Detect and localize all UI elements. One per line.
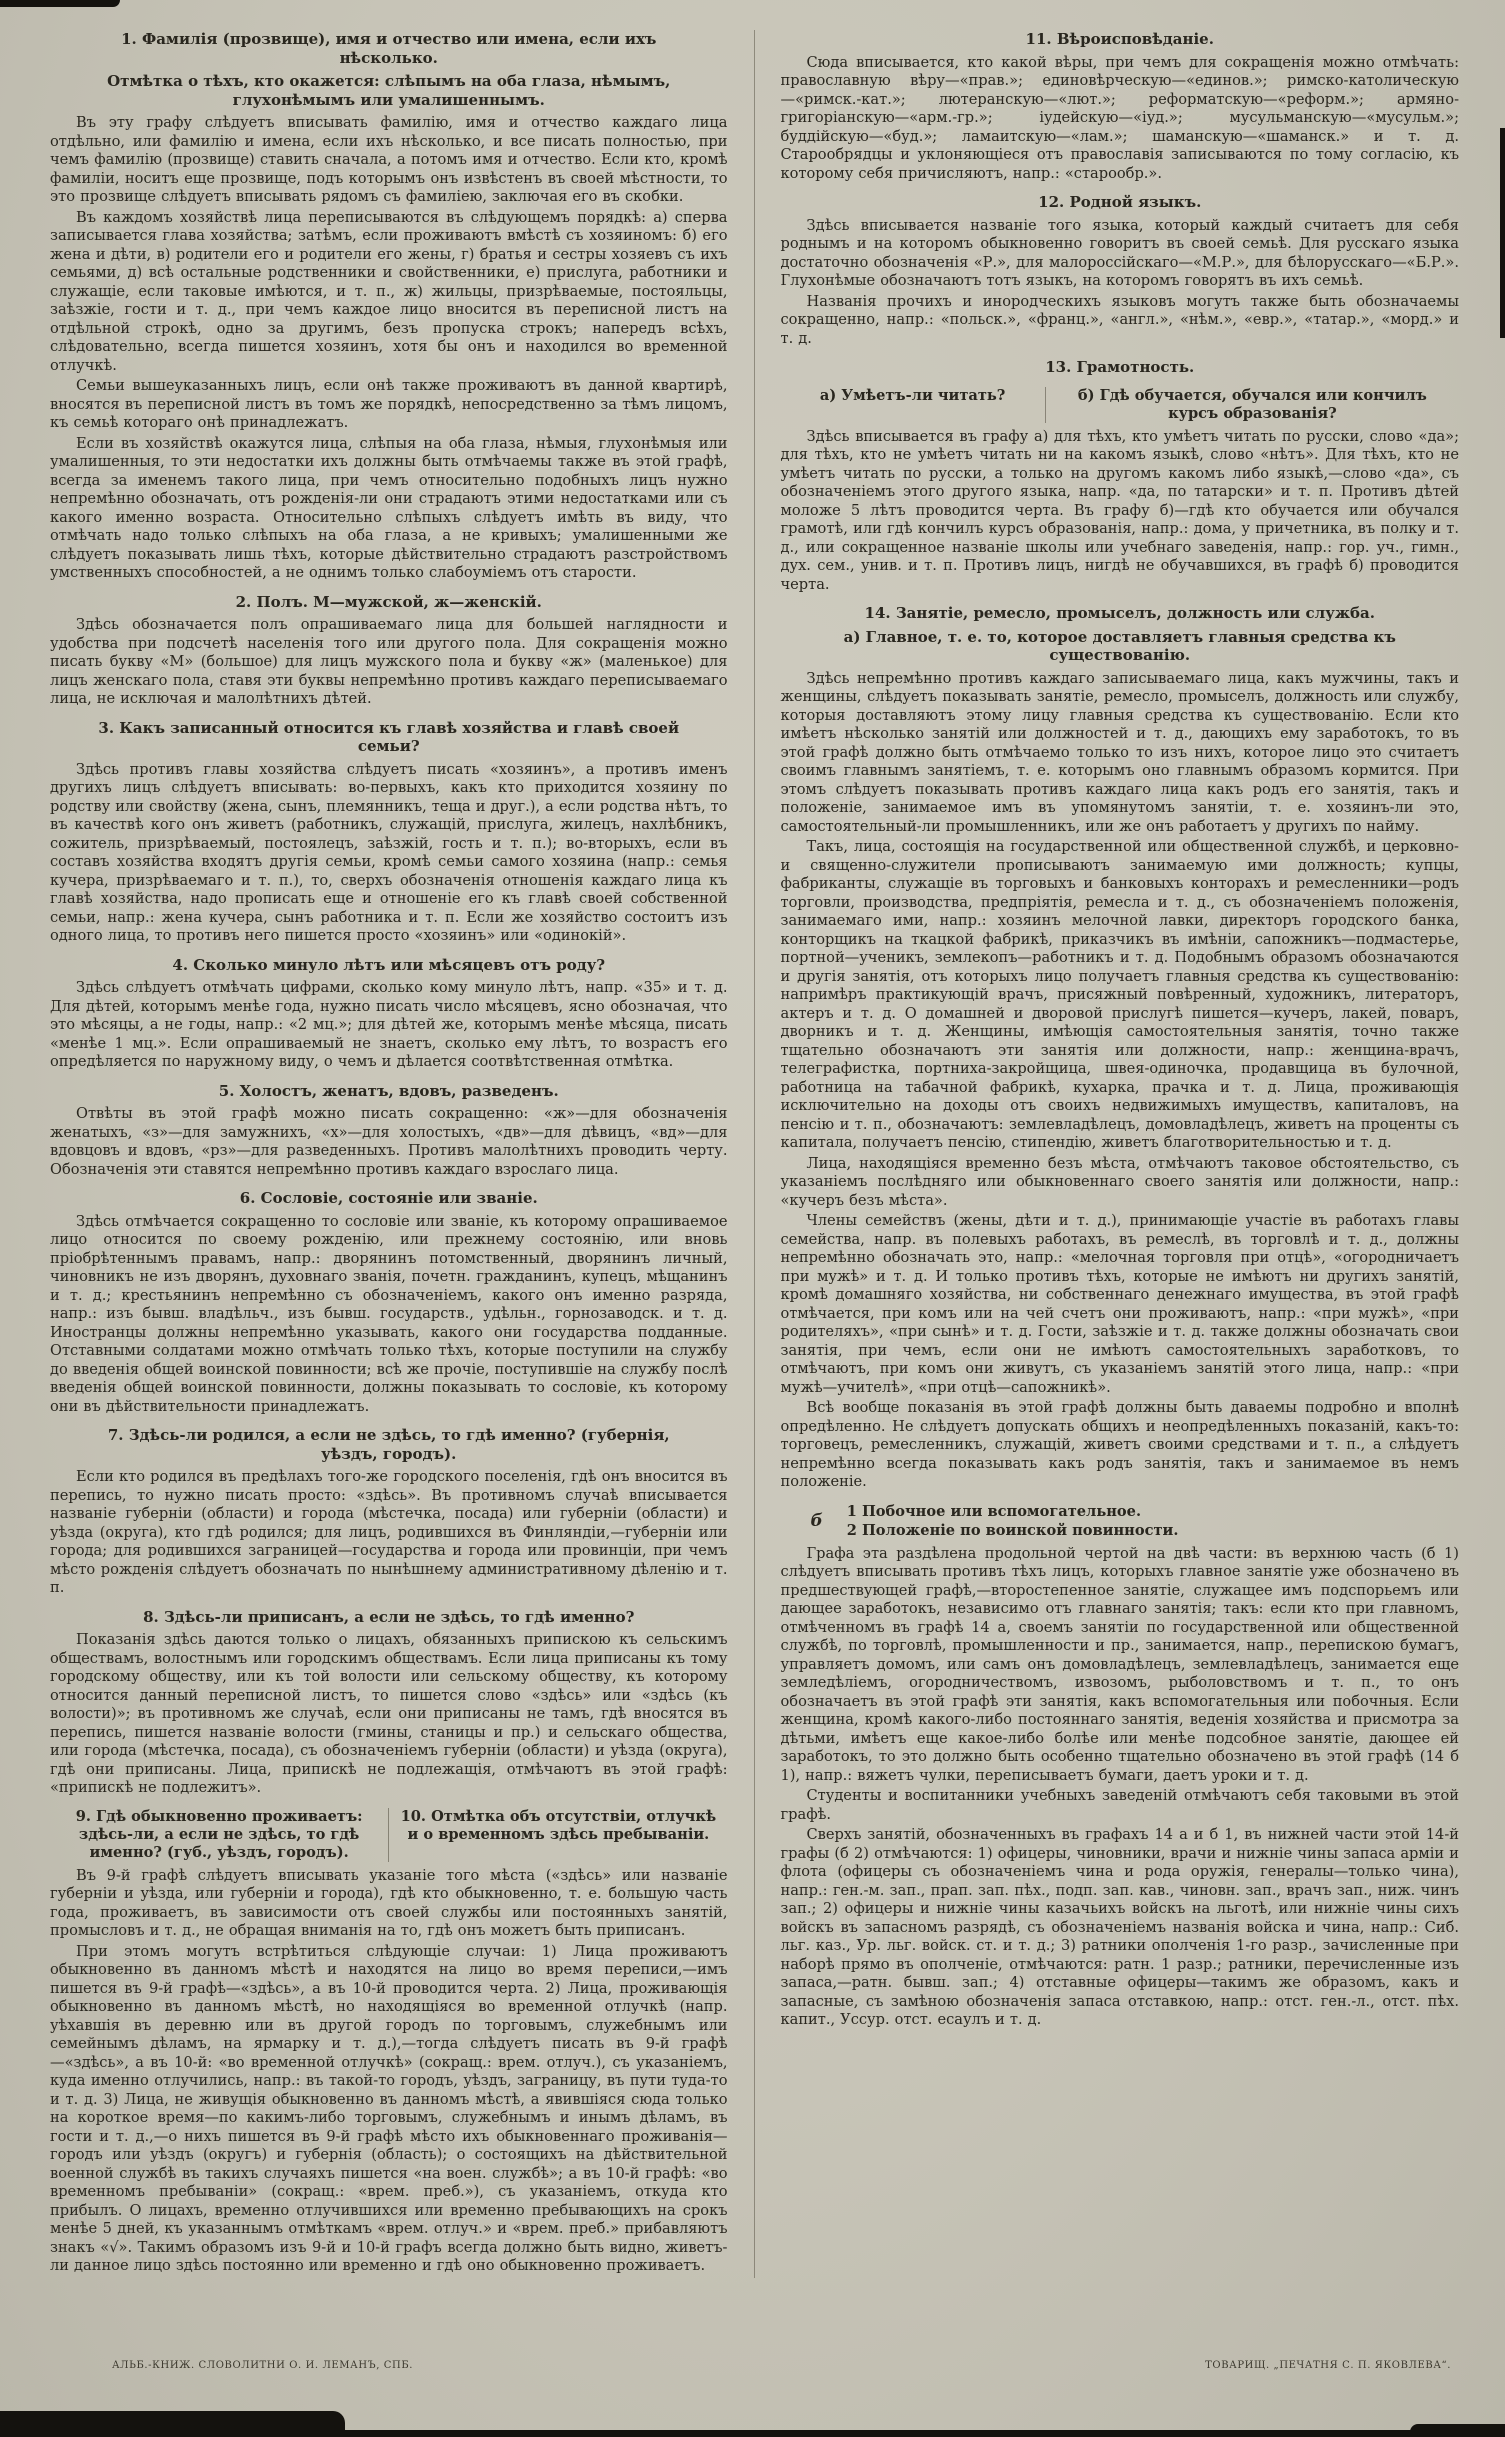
section-3-heading: 3. Какъ записанный относится къ главѣ хозяйства и главѣ своей семьи? [98,718,680,755]
scan-artifact-top-left [0,0,120,7]
section-14a-subheading: а) Главное, т. е. то, которое доставляетъ главныя средства къ существованію. [843,627,1396,664]
section-13-heading: 13. Грамотность. [1045,358,1195,376]
paragraph: При этомъ могутъ встрѣтиться слѣдующіе случаи: 1) Лица проживаютъ обыкновенно въ данномъ мѣстѣ и находятся на лицо во время переписи,—имъ пишется въ 9-й графѣ—«здѣсь», а въ 10-й проводится черта. 2) Лица, проживающія обыкновенно въ данномъ мѣстѣ, но находящіяся во временной отлучкѣ (напр. уѣхавшія въ деревню или въ другой городъ по торговымъ, служебнымъ или семейнымъ дѣламъ, на ярмарку и т. д.),—тогда слѣдуетъ писать въ 9-й графѣ—«здѣсь», а въ 10-й: «во временной отлучкѣ» (сокращ.: врем. отлуч.), съ указаніемъ, куда именно отлучились, напр.: въ такой-то городъ, уѣздъ, заграницу, въ пути туда-то и т. д. 3) Лица, не живущія обыкновенно въ данномъ мѣстѣ, а явившіяся сюда только на короткое время—по какимъ-либо торговымъ, служебнымъ и инымъ дѣламъ, въ гости и т. д.,—о нихъ пишется въ 9-й графѣ мѣсто ихъ обыкновеннаго проживанія—городъ или уѣздъ (округъ) и губернія (область); о состоящихъ на дѣйствительной военной службѣ въ такихъ случаяхъ пишется «на воен. службѣ»; а въ 10-й графѣ: «во временномъ пребываніи» (сокращ.: «врем. преб.»), съ указаніемъ, откуда кто прибылъ. О лицахъ, временно отлучившихся или временно пребывающихъ на срокъ менѣе 5 дней, къ указаннымъ отмѣткамъ «врем. отлуч.» и «врем. преб.» прибавляютъ знакъ «√». Такимъ образомъ изъ 9-й и 10-й графъ всегда должно быть видно, живетъ-ли данное лицо здѣсь постоянно или временно и гдѣ оно обыкновенно проживаетъ. [50,1942,728,2274]
scan-artifact-bottom-right [1410,2424,1505,2437]
paragraph: Здѣсь противъ главы хозяйства слѣдуетъ писать «хозяинъ», а противъ именъ другихъ лицъ слѣдуетъ вписывать: во-первыхъ, какъ кто приходится хозяину по родству или свойству (жена, сынъ, племянникъ, теща и друг.), а если родства нѣтъ, то въ качествѣ кого онъ живетъ (работникъ, служащій, прислуга, жилецъ, нахлѣбникъ, сожитель, призрѣваемый, постоялецъ, заѣзжій, гость и т. п.); во-вторыхъ, если въ составъ хозяйства входятъ другія семьи, кромѣ семьи самого хозяина (напр.: семья кучера, призрѣваемаго и т. п.), то, сверхъ обозначенія отношенія каждаго лица къ главѣ хозяйства, надо прописать еще и отношеніе его къ главѣ своей собственной семьи, напр.: жена кучера, сынъ работника и т. п. Если же хозяйство состоитъ изъ одного лица, то противъ него пишется просто «хозяинъ» или «одинокій». [50,760,728,944]
section-10-heading: 10. Отмѣтка объ отсутствіи, отлучкѣ и о временномъ здѣсь пребываніи. [388,1808,727,1862]
paragraph: Члены семействъ (жены, дѣти и т. д.), принимающіе участіе въ работахъ главы семейства, напр. въ полевыхъ работахъ, въ ремеслѣ, въ торговлѣ и т. д., должны непремѣнно обозначать это, напр.: «мелочная торговля при отцѣ», «огородничаетъ при мужѣ» и т. д. И только противъ тѣхъ, которые не имѣютъ ни другихъ занятій, кромѣ домашняго хозяйства, ни собственнаго денежнаго имущества, въ этой графѣ отмѣчается, при комъ или на чей счетъ они проживаютъ, напр.: «при мужѣ», «при родителяхъ», «при сынѣ» и т. д. Гости, заѣзжіе и т. д. также должны обозначать свои занятія, при чемъ, если они не имѣютъ самостоятельныхъ заработковъ, то отмѣчаютъ, при комъ они живутъ, съ указаніемъ занятій этого лица, напр.: «при мужѣ—учителѣ», «при отцѣ—сапожникѣ». [780,1212,1459,1396]
paragraph: Здѣсь отмѣчается сокращенно то сословіе или званіе, къ которому опрашиваемое лицо относится по своему рожденію, или прежнему состоянію, или вновь пріобрѣтеннымъ правамъ, напр.: дворянинъ потомственный, дворянинъ личный, чиновникъ не изъ дворянъ, духовнаго званія, почетн. гражданинъ, купецъ, мѣщанинъ и т. д.; крестьянинъ непремѣнно съ обозначеніемъ, какого онъ именно разряда, напр.: изъ бывш. владѣльч., изъ бывш. государств., удѣльн., горнозаводск. и т. д. Иностранцы должны непремѣнно указывать, какого они государства подданные. Отставными солдатами можно отмѣчать только тѣхъ, которые поступили на службу до введенія общей воинской повинности; всѣ же прочіе, поступившіе на службу послѣ введенія общей воинской повинности, должны показывать то сословіе, къ которому они въ дѣйствительности принадлежатъ. [50,1212,728,1415]
paragraph: Здѣсь вписывается въ графу а) для тѣхъ, кто умѣетъ читать по русски, слово «да»; для тѣхъ, кто не умѣетъ читать ни на какомъ языкѣ, слово «нѣтъ». Для тѣхъ, кто не умѣетъ читать по русски, а только на другомъ какомъ либо языкѣ,—слово «да», съ обозначеніемъ этого другого языка, напр. «да, по татарски» и т. п. Противъ дѣтей моложе 5 лѣтъ проводится черта. Въ графу б)—гдѣ кто обучается или обучался грамотѣ, или гдѣ кончилъ курсъ образованія, напр.: дома, у причетника, въ полку и т. д., или сокращенное названіе школы или учебнаго заведенія, напр.: гор. уч., гимн., дух. сем., унив. и т. п. Противъ лицъ, нигдѣ не обучавшихся, въ графѣ б) проводится черта. [780,427,1459,593]
section-2-heading: 2. Полъ. М—мужской, ж—женскій. [235,592,542,611]
paragraph: Здѣсь вписывается названіе того языка, который каждый считаетъ для себя роднымъ и на которомъ обыкновенно говоритъ въ своей семьѣ. Для русскаго языка достаточно обозначенія «Р.», для малороссійскаго—«М.Р.», для бѣлорусскаго—«Б.Р.». Глухонѣмые обозначаютъ тотъ языкъ, на которомъ говорятъ въ ихъ семьѣ. [780,216,1459,289]
section-13-subheadings [781,387,1460,423]
right-column [755,30,1460,2278]
paragraph: Здѣсь обозначается полъ опрашиваемаго лица для большей наглядности и удобства при подсчетѣ населенія того или другого пола. Для сокращенія можно писать букву «М» (большое) для лицъ мужского пола и букву «ж» (маленькое) для лицъ женскаго пола, ставя эти буквы непремѣнно противъ каждаго переписываемаго лица, не исключая и малолѣтнихъ дѣтей. [50,616,728,707]
paragraph: Показанія здѣсь даются только о лицахъ, обязанныхъ припискою къ сельскимъ обществамъ, волостнымъ или городскимъ обществамъ. Если лица приписаны къ тому городскому обществу, или къ той волости или сельскому обществу, къ которому относится данный переписной листъ, то пишется слово «здѣсь» или «здѣсь (къ волости)»; въ противномъ же случаѣ, если они приписаны не тамъ, гдѣ вносятся въ перепись, пишется названіе волости (гмины, станицы и пр.) и сельскаго общества, или города (мѣстечка, посада), съ обозначеніемъ губерніи (области) и уѣзда (округа), гдѣ они приписаны. Лица, припискѣ не подлежащія, отмѣчаютъ въ этой графѣ: «припискѣ не подлежитъ». [50,1631,728,1796]
section-9-10-headings [50,1808,728,1862]
section-14b-label: б [810,1510,823,1531]
paragraph: Отвѣты въ этой графѣ можно писать сокращенно: «ж»—для обозначенія женатыхъ, «з»—для замужнихъ, «х»—для холостыхъ, «дв»—для дѣвицъ, «вд»—для вдовцовъ и вдовъ, «рз»—для разведенныхъ. Противъ малолѣтнихъ проводить черту. Обозначенія эти ставятся непремѣнно противъ каждаго взрослаго лица. [50,1105,728,1178]
printer-imprint-left: АЛЬБ.-КНИЖ. СЛОВОЛИТНИ О. И. ЛЕМАНЪ, СПБ. [112,2360,414,2371]
scan-artifact-right-edge [1500,128,1505,338]
section-13a-subheading: а) Умѣетъ-ли читать? [819,386,1006,404]
section-14b-subheadings [781,1502,1460,1540]
paragraph: Всѣ вообще показанія въ этой графѣ должны быть даваемы подробно и вполнѣ опредѣленно. Не слѣдуетъ допускать общихъ и неопредѣленныхъ показаній, какъ-то: торговецъ, ремесленникъ, служащій, живетъ своими средствами и т. п., а слѣдуетъ непремѣнно всегда показывать какъ родъ занятія, такъ и занимаемое въ немъ положеніе. [780,1399,1459,1490]
section-7-heading: 7. Здѣсь-ли родился, а если не здѣсь, то гдѣ именно? (губернія, уѣздъ, городъ). [107,1426,670,1463]
section-9-heading: 9. Гдѣ обыкновенно проживаетъ: здѣсь-ли, а если не здѣсь, то гдѣ именно? (губ., уѣздъ, городъ). [75,1807,363,1861]
section-1-heading: 1. Фамилія (прозвище), имя и отчество или имена, если ихъ нѣсколько. [121,30,657,67]
section-6-heading: 6. Сословіе, состояніе или званіе. [239,1189,538,1207]
paragraph: Если кто родился въ предѣлахъ того-же городского поселенія, гдѣ онъ вносится въ перепись, то нужно писать просто: «здѣсь». Въ противномъ случаѣ вписывается названіе губерніи (области) и города (мѣстечка, посада) или губерніи (области) и уѣзда (округа), кто гдѣ родился; для лицъ, родившихся въ Финляндіи,—губерніи или города; для родившихся заграницей—государства и города или провинціи, при чемъ мѣсто рожденія слѣдуетъ обозначать по нынѣшнему административному дѣленію и т. п. [50,1468,728,1596]
paragraph: Въ эту графу слѣдуетъ вписывать фамилію, имя и отчество каждаго лица отдѣльно, или фамилію и имена, если ихъ нѣсколько, и все писать полностью, при чемъ фамилію (прозвище) ставить сначала, а потомъ имя и отчество. Если кто, кромѣ фамиліи, носитъ еще прозвище, подъ которымъ онъ извѣстенъ въ своей мѣстности, то это прозвище слѣдуетъ вписывать рядомъ съ фамиліею, заключая его въ скобки. [50,114,728,205]
section-1-subheading: Отмѣтка о тѣхъ, кто окажется: слѣпымъ на оба глаза, нѣмымъ, глухонѣмымъ или умалишеннымъ. [107,72,671,109]
paragraph: Здѣсь слѣдуетъ отмѣчать цифрами, сколько кому минуло лѣтъ, напр. «35» и т. д. Для дѣтей, которымъ менѣе года, нужно писать число мѣсяцевъ, ясно обозначая, что это мѣсяцы, а не годы, напр.: «2 мц.»; для дѣтей же, которымъ менѣе мѣсяца, писать «менѣе 1 мц.». Если опрашиваемый не знаетъ, сколько ему лѣтъ, то возрастъ его опредѣляется по наружному виду, о чемъ и дѣлается соотвѣтственная отмѣтка. [50,979,728,1070]
paragraph: Сюда вписывается, кто какой вѣры, при чемъ для сокращенія можно отмѣчать: православную вѣру—«прав.»; единовѣрческую—«единов.»; римско-католическую—«римск.-кат.»; лютеранскую—«лют.»; реформатскую—«реформ.»; армяно-григоріанскую—«арм.-гр.»; іудейскую—«іуд.»; мусульманскую—«мусульм.»; буддійскую—«буд.»; ламаитскую—«лам.»; шаманскую—«шаманск.» и т. д. Старообрядцы и уклоняющіеся отъ православія записываются по тому согласію, къ которому себя причисляютъ, напр.: «старообр.». [780,53,1459,182]
paragraph: Семьи вышеуказанныхъ лицъ, если онѣ также проживаютъ въ данной квартирѣ, вносятся въ переписной листъ въ томъ же порядкѣ, непосредственно за тѣмъ лицомъ, къ семьѣ котораго онѣ принадлежатъ. [50,377,728,431]
section-12-heading: 12. Родной языкъ. [1038,193,1202,211]
section-4-heading: 4. Сколько минуло лѣтъ или мѣсяцевъ отъ роду? [172,955,606,974]
printer-imprint-right: ТОВАРИЩ. „ПЕЧАТНЯ С. П. ЯКОВЛЕВА“. [1205,2360,1451,2371]
section-11-heading: 11. Вѣроисповѣданіе. [1025,30,1214,48]
paragraph: Если въ хозяйствѣ окажутся лица, слѣпыя на оба глаза, нѣмыя, глухонѣмыя или умалишенныя, то эти недостатки ихъ должны быть отмѣчаемы также въ этой графѣ, всегда за именемъ такого лица, при чемъ относительно подобныхъ лицъ нужно непремѣнно обозначать, отъ рожденія-ли они страдаютъ этими недостатками или съ какого именно возраста. Относительно слѣпыхъ слѣдуетъ имѣть въ виду, что отмѣчать надо только слѣпыхъ на оба глаза, а не кривыхъ; умалишенными же слѣдуетъ показывать лишь тѣхъ, которые дѣйствительно страдаютъ разстройствомъ умственныхъ способностей, а не однимъ только слабоуміемъ отъ старости. [50,434,728,581]
section-8-heading: 8. Здѣсь-ли приписанъ, а если не здѣсь, то гдѣ именно? [143,1607,635,1626]
two-column-layout [50,30,1459,2278]
paragraph: Сверхъ занятій, обозначенныхъ въ графахъ 14 а и б 1, въ нижней части этой 14-й графы (б 2) отмѣчаются: 1) офицеры, чиновники, врачи и нижніе чины запаса арміи и флота (офицеры съ обозначеніемъ чина и рода оружія, генералы—только чина), напр.: ген.-м. зап., прап. зап. пѣх., подп. зап. кав., чиновн. зап., врачъ зап., ниж. чинъ зап.; 2) офицеры и нижніе чины казачьихъ войскъ на льготѣ, или нижніе чины сихъ войскъ въ запасномъ разрядѣ, съ обозначеніемъ названія войска и чина, напр.: Сиб. льг. каз., Ур. льг. войск. ст. и т. д.; 3) ратники ополченія 1-го разр., зачисленные при наборѣ прямо въ ополченіе, отмѣчаются: ратн. 1 разр.; ратники, перечисленные изъ запаса,—ратн. бывш. зап.; 4) отставные офицеры—такимъ же образомъ, какъ и запасные, съ замѣною обозначенія запаса отставкою, напр.: отст. ген.-л., отст. пѣх. капит., Уссур. отст. есаулъ и т. д. [780,1826,1459,2028]
section-14-heading: 14. Занятіе, ремесло, промыселъ, должность или служба. [864,604,1375,622]
left-column [50,30,755,2278]
paragraph: Лица, находящіяся временно безъ мѣста, отмѣчаютъ таковое обстоятельство, съ указаніемъ послѣдняго или обыкновеннаго своего занятія или должности, напр.: «кучеръ безъ мѣста». [780,1154,1459,1209]
section-14b1-subheading: 1 Побочное или вспомогательное. [846,1502,1142,1520]
paragraph: Названія прочихъ и инородческихъ языковъ могутъ также быть обозначаемы сокращенно, напр.: «польск.», «франц.», «англ.», «нѣм.», «евр.», «татар.», «морд.» и т. д. [780,292,1459,347]
section-13b-subheading: б) Гдѣ обучается, обучался или кончилъ курсъ образованія? [1045,387,1459,423]
section-14b-items [833,1502,1459,1540]
paragraph: Такъ, лица, состоящія на государственной или общественной службѣ, и церковно- и священно-служители прописываютъ занимаемую ими должность; купцы, фабриканты, служащіе въ торговыхъ и банковыхъ конторахъ и ремесленники—родъ торговли, производства, предпріятія, ремесла и т. д., съ обозначеніемъ положенія, занимаемаго ими, напр.: хозяинъ мелочной лавки, директоръ городского банка, конторщикъ на ткацкой фабрикѣ, приказчикъ въ имѣніи, сапожникъ—подмастерье, портной—ученикъ, землекопъ—работникъ и т. д. Подобнымъ образомъ обозначаются и другія занятія, отъ которыхъ лицо получаетъ главныя средства къ существованію: напримѣръ практикующій врачъ, присяжный повѣренный, художникъ, литераторъ, актеръ и т. д. О домашней и дворовой прислугѣ пишется—кучеръ, лакей, поваръ, дворникъ и т. д. Женщины, имѣющія самостоятельныя занятія, точно также тщательно обозначаютъ эти занятія или должности, напр.: женщина-врачъ, телеграфистка, портниха-закройщица, швея-одиночка, продавщица въ булочной, работница на табачной фабрикѣ, кухарка, прачка и т. д. Лица, проживающія исключительно на доходы отъ своихъ недвижимыхъ имуществъ, капиталовъ, на пенсію и т. п., обозначаютъ: землевладѣлецъ, домовладѣлецъ, живетъ на проценты съ капитала, получаетъ пенсію, стипендію, живетъ благотворительностью и т. д. [780,838,1459,1151]
section-5-heading: 5. Холостъ, женатъ, вдовъ, разведенъ. [218,1081,559,1100]
paragraph: Въ каждомъ хозяйствѣ лица переписываются въ слѣдующемъ порядкѣ: а) сперва записывается глава хозяйства; затѣмъ, если проживаютъ вмѣстѣ съ хозяиномъ: б) его жена и дѣти, в) родители его и родители его жены, г) братья и сестры хозяевъ съ ихъ семьями, д) всѣ остальные родственники и свойственники, е) прислуга, работники и служащіе, если таковые имѣются, и т. п., ж) жильцы, призрѣваемые, постояльцы, заѣзжіе, гости и т. д., при чемъ каждое лицо вносится въ переписной листъ на отдѣльной строкѣ, одно за другимъ, безъ пропуска строкъ; напередъ всѣхъ, слѣдовательно, всегда пишется хозяинъ, хотя бы онъ и находился во временной отлучкѣ. [50,208,728,374]
paragraph: Графа эта раздѣлена продольной чертой на двѣ части: въ верхнюю часть (б 1) слѣдуетъ вписывать противъ тѣхъ лицъ, которыхъ главное занятіе уже обозначено въ предшествующей графѣ,—второстепенное занятіе, служащее имъ подспорьемъ или дающее заработокъ, независимо отъ главнаго занятія; такъ: если кто при главномъ, отмѣченномъ въ графѣ 14 а, своемъ занятіи по государственной или общественной службѣ, по торговлѣ, промышленности и пр., занимается, напр., перепискою бумагъ, управляетъ домомъ, или самъ онъ домовладѣлецъ, землевладѣлецъ, занимается еще земледѣліемъ, огородничествомъ, извозомъ, рыболовствомъ и т. п., то онъ обозначаетъ въ этой графѣ эти занятія, какъ вспомогательныя или побочныя. Если женщина, кромѣ какого-либо постояннаго занятія, веденія хозяйства и присмотра за дѣтьми, имѣетъ еще какое-либо болѣе или менѣе подсобное занятіе, дающее ей заработокъ, то это должно быть особенно тщательно обозначено въ этой графѣ (14 б 1), напр.: вяжетъ чулки, переписываетъ бумаги, даетъ уроки и т. д. [780,1544,1459,1784]
paragraph: Въ 9-й графѣ слѣдуетъ вписывать указаніе того мѣста («здѣсь» или названіе губерніи и уѣзда, или губерніи и города), гдѣ кто обыкновенно, т. е. большую часть года, проживаетъ, въ зависимости отъ своей службы или постоянныхъ занятій, промысловъ и т. д., не обращая вниманія на то, гдѣ онъ можетъ быть приписанъ. [50,1866,728,1939]
scan-artifact-bottom-left [0,2411,345,2437]
section-14b2-subheading: 2 Положеніе по воинской повинности. [846,1521,1179,1539]
paragraph: Студенты и воспитанники учебныхъ заведеній отмѣчаютъ себя таковыми въ этой графѣ. [780,1787,1459,1823]
paragraph: Здѣсь непремѣнно противъ каждаго записываемаго лица, какъ мужчины, такъ и женщины, слѣдуетъ показывать занятіе, ремесло, промыселъ, должность или службу, которыя доставляютъ этому лицу главныя средства къ существованію. Если кто имѣетъ нѣсколько занятій или должностей и т. д., дающихъ ему заработокъ, то въ этой графѣ должно быть отмѣчаемо только то изъ нихъ, которое лицо это считаетъ своимъ главнымъ занятіемъ, т. е. которымъ оно главнымъ образомъ кормится. При этомъ слѣдуетъ показывать противъ каждаго лица какъ родъ его занятія, такъ и положеніе, занимаемое имъ въ упомянутомъ занятіи, т. е. хозяинъ-ли это, самостоятельный-ли промышленникъ, или же онъ работаетъ у другихъ по найму. [780,669,1459,835]
